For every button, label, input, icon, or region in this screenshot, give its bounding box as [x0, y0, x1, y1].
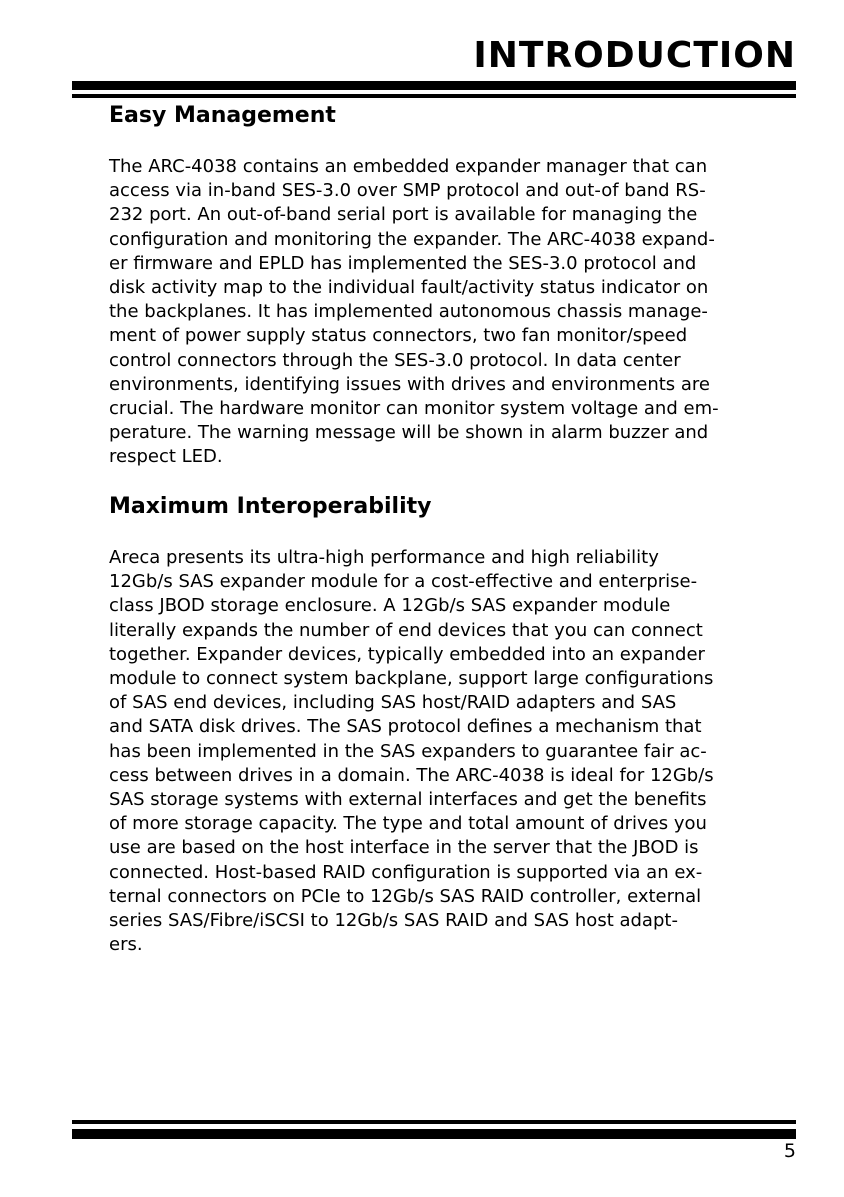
header-rule-thick — [72, 81, 796, 90]
text-line: SAS storage systems with external interfaces and get the benefits — [109, 789, 707, 811]
chapter-title: INTRODUCTION — [473, 35, 796, 76]
paragraph-easy-management — [109, 155, 799, 470]
text-line: module to connect system backplane, support large configurations — [109, 668, 714, 690]
text-line: class JBOD storage enclosure. A 12Gb/s SAS expander module — [109, 595, 671, 617]
text-line: and SATA disk drives. The SAS protocol defines a mechanism that — [109, 716, 702, 738]
header-rule-thin — [72, 94, 796, 98]
text-line: series SAS/Fibre/iSCSI to 12Gb/s SAS RAID and SAS host adapt- — [109, 910, 678, 932]
text-line: disk activity map to the individual fault/activity status indicator on — [109, 277, 709, 299]
text-line: The ARC-4038 contains an embedded expander manager that can — [109, 156, 708, 177]
text-line: perature. The warning message will be shown in alarm buzzer and — [109, 422, 709, 444]
footer-rule-thick — [72, 1129, 796, 1139]
page-number: 5 — [783, 1140, 796, 1162]
section-heading-easy-management: Easy Management — [109, 103, 336, 128]
text-line: 12Gb/s SAS expander module for a cost-effective and enterprise- — [109, 571, 698, 593]
text-line: respect LED. — [109, 446, 223, 468]
text-line: connected. Host-based RAID configuration is supported via an ex- — [109, 861, 703, 883]
text-line: of more storage capacity. The type and total amount of drives you — [109, 813, 707, 835]
text-line: of SAS end devices, including SAS host/RAID adapters and SAS — [109, 692, 677, 714]
paragraph-maximum-interoperability — [109, 546, 799, 957]
text-line: crucial. The hardware monitor can monitor system voltage and em- — [109, 398, 719, 420]
text-line: together. Expander devices, typically embedded into an expander — [109, 643, 705, 665]
text-line: cess between drives in a domain. The ARC-4038 is ideal for 12Gb/s — [109, 764, 714, 786]
text-line: the backplanes. It has implemented autonomous chassis manage- — [109, 301, 708, 323]
footer-rule-thin — [72, 1120, 796, 1124]
text-line: environments, identifying issues with drives and environments are — [109, 373, 710, 395]
text-line: control connectors through the SES-3.0 protocol. In data center — [109, 349, 681, 371]
text-line: literally expands the number of end devices that you can connect — [109, 619, 703, 641]
text-line: configuration and monitoring the expander. The ARC-4038 expand- — [109, 228, 715, 250]
text-line: 232 port. An out-of-band serial port is available for managing the — [109, 204, 698, 226]
text-line: use are based on the host interface in the server that the JBOD is — [109, 837, 699, 859]
section-heading-maximum-interoperability: Maximum Interoperability — [109, 494, 432, 519]
text-line: access via in-band SES-3.0 over SMP protocol and out-of band RS- — [109, 180, 706, 202]
text-line: ternal connectors on PCIe to 12Gb/s SAS RAID controller, external — [109, 885, 702, 907]
text-line: has been implemented in the SAS expanders to guarantee fair ac- — [109, 740, 707, 762]
text-line: ers. — [109, 934, 143, 956]
text-line: Areca presents its ultra-high performance and high reliability — [109, 547, 659, 568]
text-line: ment of power supply status connectors, two fan monitor/speed — [109, 325, 688, 347]
text-line: er firmware and EPLD has implemented the SES-3.0 protocol and — [109, 252, 697, 274]
